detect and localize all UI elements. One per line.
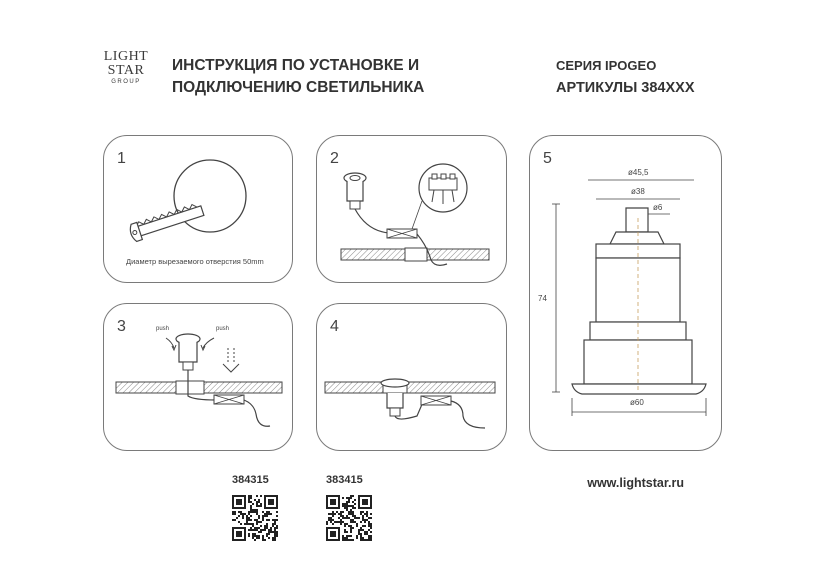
article-2: 383415 [326,474,363,486]
saw-icon [128,202,205,242]
qr-code-2-icon [326,495,372,541]
push-label-right: push [216,326,230,332]
logo-line-2: STAR [107,63,145,78]
series-label: СЕРИЯ IPOGEO [556,58,657,73]
step-4-panel [316,303,507,451]
insertion-illustration [104,304,292,450]
step-4-number: 4 [330,318,339,335]
brand-logo [96,50,156,98]
title-line-2: ПОДКЛЮЧЕНИЮ СВЕТИЛЬНИКА [172,79,425,96]
wiring-illustration [317,136,506,282]
step-1-panel [103,135,293,283]
hole-diameter-caption: Диаметр вырезаемого отверстия 50mm [126,257,264,266]
website-link[interactable]: www.lightstar.ru [587,476,684,490]
series-block [556,55,695,99]
dimension-drawing [530,136,721,450]
dim-stem-diameter: ø6 [653,203,663,212]
push-label-left: push [156,326,170,332]
article-1: 384315 [232,474,269,486]
step-3-number: 3 [117,318,126,335]
logo-line-1: LIGHT [103,49,149,64]
dim-inner-diameter: ø38 [631,187,645,196]
dim-outer-diameter: ø45,5 [628,168,649,177]
page-title [172,55,424,99]
qr-code-1-icon [232,495,278,541]
dim-height: 74 [538,294,547,303]
step-2-number: 2 [330,150,339,167]
dim-flange-diameter: ø60 [630,398,644,407]
installed-illustration [317,304,506,450]
title-line-1: ИНСТРУКЦИЯ ПО УСТАНОВКЕ И [172,57,420,74]
step-2-panel [316,135,507,283]
logo-line-3: GROUP [111,79,141,85]
step-1-number: 1 [117,150,126,167]
step-3-panel [103,303,293,451]
step-5-panel [529,135,722,451]
step-5-number: 5 [543,150,552,167]
articles-label: АРТИКУЛЫ 384XXX [556,80,695,96]
down-arrow-icon [223,348,239,372]
